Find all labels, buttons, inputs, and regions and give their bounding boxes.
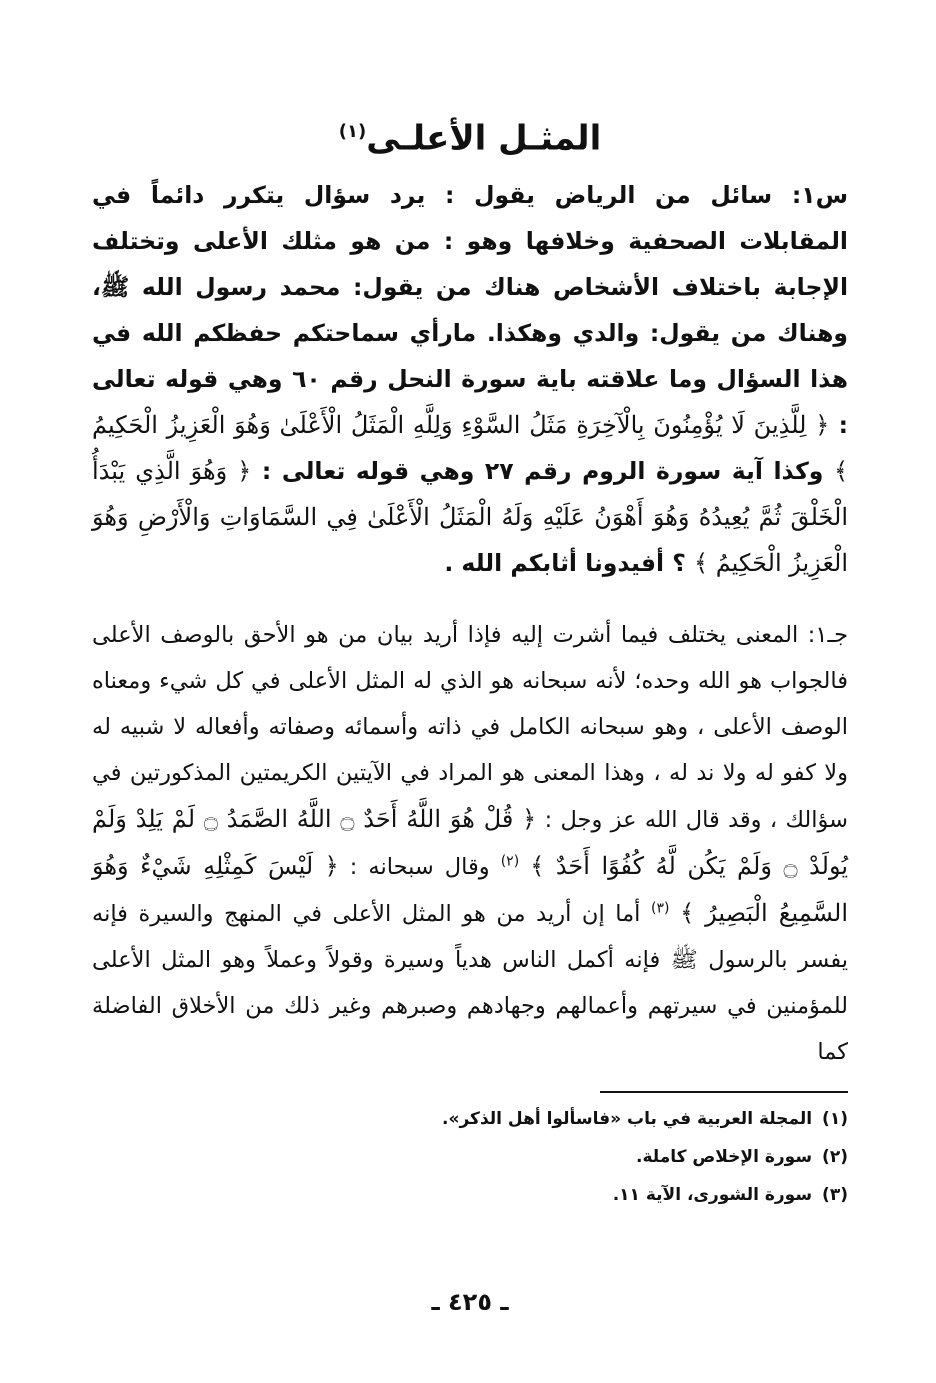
question-closing: ؟ أفيدونا أثابكم الله . — [444, 549, 686, 577]
footnote-ref-3: (٣) — [651, 900, 670, 917]
question-text: سائل من الرياض يقول : يرد سؤال يتكرر دائماً في المقابلات الصحفية وخلافها وهو : من هو مثلك الأعلى وتختلف الإجابة باختلاف الأشخاص هناك من يقول: محمد رسول الله ﷺ، وهناك من يقول: والدي وهكذا. مارأي سماحتكم حفظكم الله في هذا السؤال وما علاقته باية سورة النحل رقم ٦٠ وهي قوله تعالى : — [92, 181, 849, 439]
footnote-number: (٣) — [822, 1185, 848, 1205]
question-prefix: س١: — [791, 181, 848, 209]
footnote-number: (١) — [822, 1109, 848, 1129]
book-page — [92, 0, 848, 1383]
answer-text: المعنى يختلف فيما أشرت إليه فإذا أريد بيان من هو الأحق بالوصف الأعلى فالجواب هو الله وحده؛ لأنه سبحانه هو الذي له المثل الأعلى في كل شيء ومعناه الوصف الأعلى ، وهو سبحانه الكامل في ذاته وأسمائه وصفاته وأفعاله لا شبيه له ولا كفو له ولا ند له ، وهذا المعنى هو المراد في الآيتين الكريمتين المذكورتين في سؤالك ، وقد قال الله عز وجل : — [92, 622, 848, 833]
footnote-ref-2: (٢) — [500, 853, 520, 870]
footnote-text: المجلة العربية في باب «فاسألوا أهل الذكر». — [442, 1109, 813, 1129]
footnote-text: سورة الشورى، الآية ١١. — [612, 1185, 813, 1205]
answer-text-3: أما إن أريد من هو المثل الأعلى في المنهج والسيرة فإنه يفسر بالرسول ﷺ فإنه أكمل الناس هدياً وسيرة وقولاً وعملاً وهو المثل الأعلى للمؤمنين في سيرتهم وأعمالهم وجهادهم وصبرهم وغير ذلك من الأخلاق الفاضلة كما — [92, 901, 848, 1065]
footnote-2 — [92, 1138, 848, 1176]
footnote-3 — [92, 1176, 848, 1214]
answer-block — [92, 612, 848, 1075]
footnote-divider — [600, 1091, 848, 1093]
page-title — [92, 108, 848, 162]
quran-verse-ikhlas: ﴿ قُلْ هُوَ اللَّهُ أَحَدٌ ۝ اللَّهُ الصَّمَدُ ۝ لَمْ يَلِدْ وَلَمْ يُولَدْ ۝ وَلَمْ يَكُن لَّهُ كُفُوًا أَحَدٌ ﴾ — [92, 805, 849, 880]
quran-verse-nahl: ﴿ لِلَّذِينَ لَا يُؤْمِنُونَ بِالْآخِرَةِ مَثَلُ السَّوْءِ وَلِلَّهِ الْمَثَلُ الْأَعْلَىٰ وَهُوَ الْعَزِيزُ الْحَكِيمُ ﴾ — [92, 411, 849, 485]
footnote-1 — [92, 1100, 848, 1138]
title-text: المثـل الأعلـى — [366, 118, 602, 159]
footnote-text: سورة الإخلاص كاملة. — [635, 1147, 813, 1167]
question-text-2: وكذا آية سورة الروم رقم ٢٧ وهي قوله تعالى : — [261, 457, 824, 485]
footnote-number: (٢) — [822, 1147, 848, 1167]
answer-text-2: وقال سبحانه : — [349, 854, 490, 880]
quran-verse-shura: ﴿ لَيْسَ كَمِثْلِهِ شَيْءٌ وَهُوَ السَّمِيعُ الْبَصِيرُ ﴾ — [92, 852, 849, 927]
footnote-ref-1: (١) — [338, 121, 367, 142]
answer-prefix: جـ١: — [807, 622, 848, 648]
question-block — [92, 172, 848, 586]
quran-verse-rum: ﴿ وَهُوَ الَّذِي يَبْدَأُ الْخَلْقَ ثُمَّ يُعِيدُهُ وَهُوَ أَهْوَنُ عَلَيْهِ وَلَهُ الْمَثَلُ الْأَعْلَىٰ فِي السَّمَاوَاتِ وَالْأَرْضِ وَهُوَ الْعَزِيزُ الْحَكِيمُ ﴾ — [92, 457, 848, 577]
page-number: ـ ٤٢٥ ـ — [431, 1288, 509, 1316]
footnotes — [92, 1100, 848, 1214]
